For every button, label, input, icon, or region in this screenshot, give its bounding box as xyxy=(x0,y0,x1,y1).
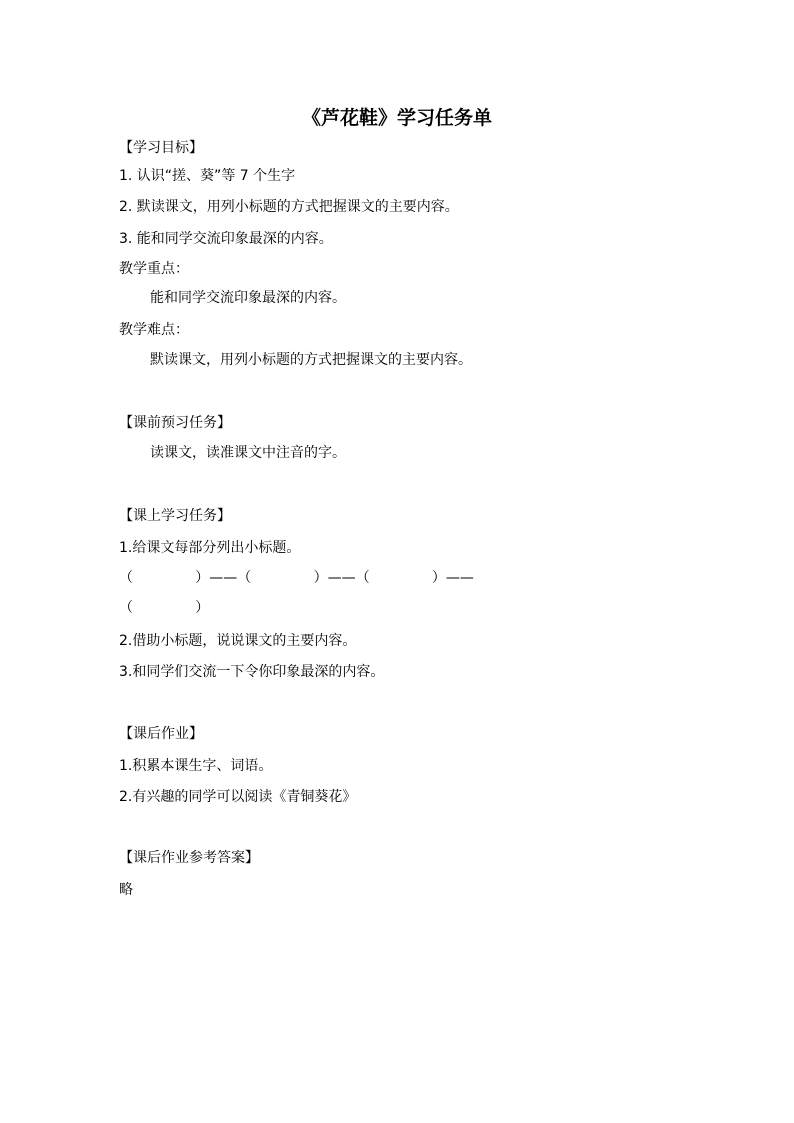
preview-text: 读课文，读准课文中注音的字。 xyxy=(150,445,346,461)
key-point-label: 教学重点： xyxy=(119,261,189,277)
class-task-item-3: 3.和同学们交流一下令你印象最深的内容。 xyxy=(119,664,385,680)
homework-heading: 【课后作业】 xyxy=(119,726,203,742)
subtitle-blanks-row-1: （ ）——（ ）——（ ）—— xyxy=(119,570,474,586)
answers-heading: 【课后作业参考答案】 xyxy=(119,850,259,866)
key-point-text: 能和同学交流印象最深的内容。 xyxy=(150,290,346,306)
goal-item-2: 2. 默读课文，用列小标题的方式把握课文的主要内容。 xyxy=(119,199,459,215)
goal-item-3: 3. 能和同学交流印象最深的内容。 xyxy=(119,231,333,247)
goal-item-1: 1. 认识“搓、葵”等 7 个生字 xyxy=(119,168,296,184)
goals-heading: 【学习目标】 xyxy=(119,140,203,156)
class-task-item-2: 2.借助小标题，说说课文的主要内容。 xyxy=(119,633,357,649)
homework-item-2: 2.有兴趣的同学可以阅读《青铜葵花》 xyxy=(119,789,357,805)
class-tasks-heading: 【课上学习任务】 xyxy=(119,508,231,524)
difficulty-label: 教学难点： xyxy=(119,322,189,338)
preview-heading: 【课前预习任务】 xyxy=(119,415,231,431)
subtitle-blanks-row-2: （ ） xyxy=(119,600,210,616)
class-task-item-1: 1.给课文每部分列出小标题。 xyxy=(119,540,301,556)
homework-item-1: 1.积累本课生字、词语。 xyxy=(119,758,273,774)
difficulty-text: 默读课文，用列小标题的方式把握课文的主要内容。 xyxy=(150,352,472,368)
answers-text: 略 xyxy=(119,882,133,898)
page-title: 《芦花鞋》学习任务单 xyxy=(301,107,492,129)
